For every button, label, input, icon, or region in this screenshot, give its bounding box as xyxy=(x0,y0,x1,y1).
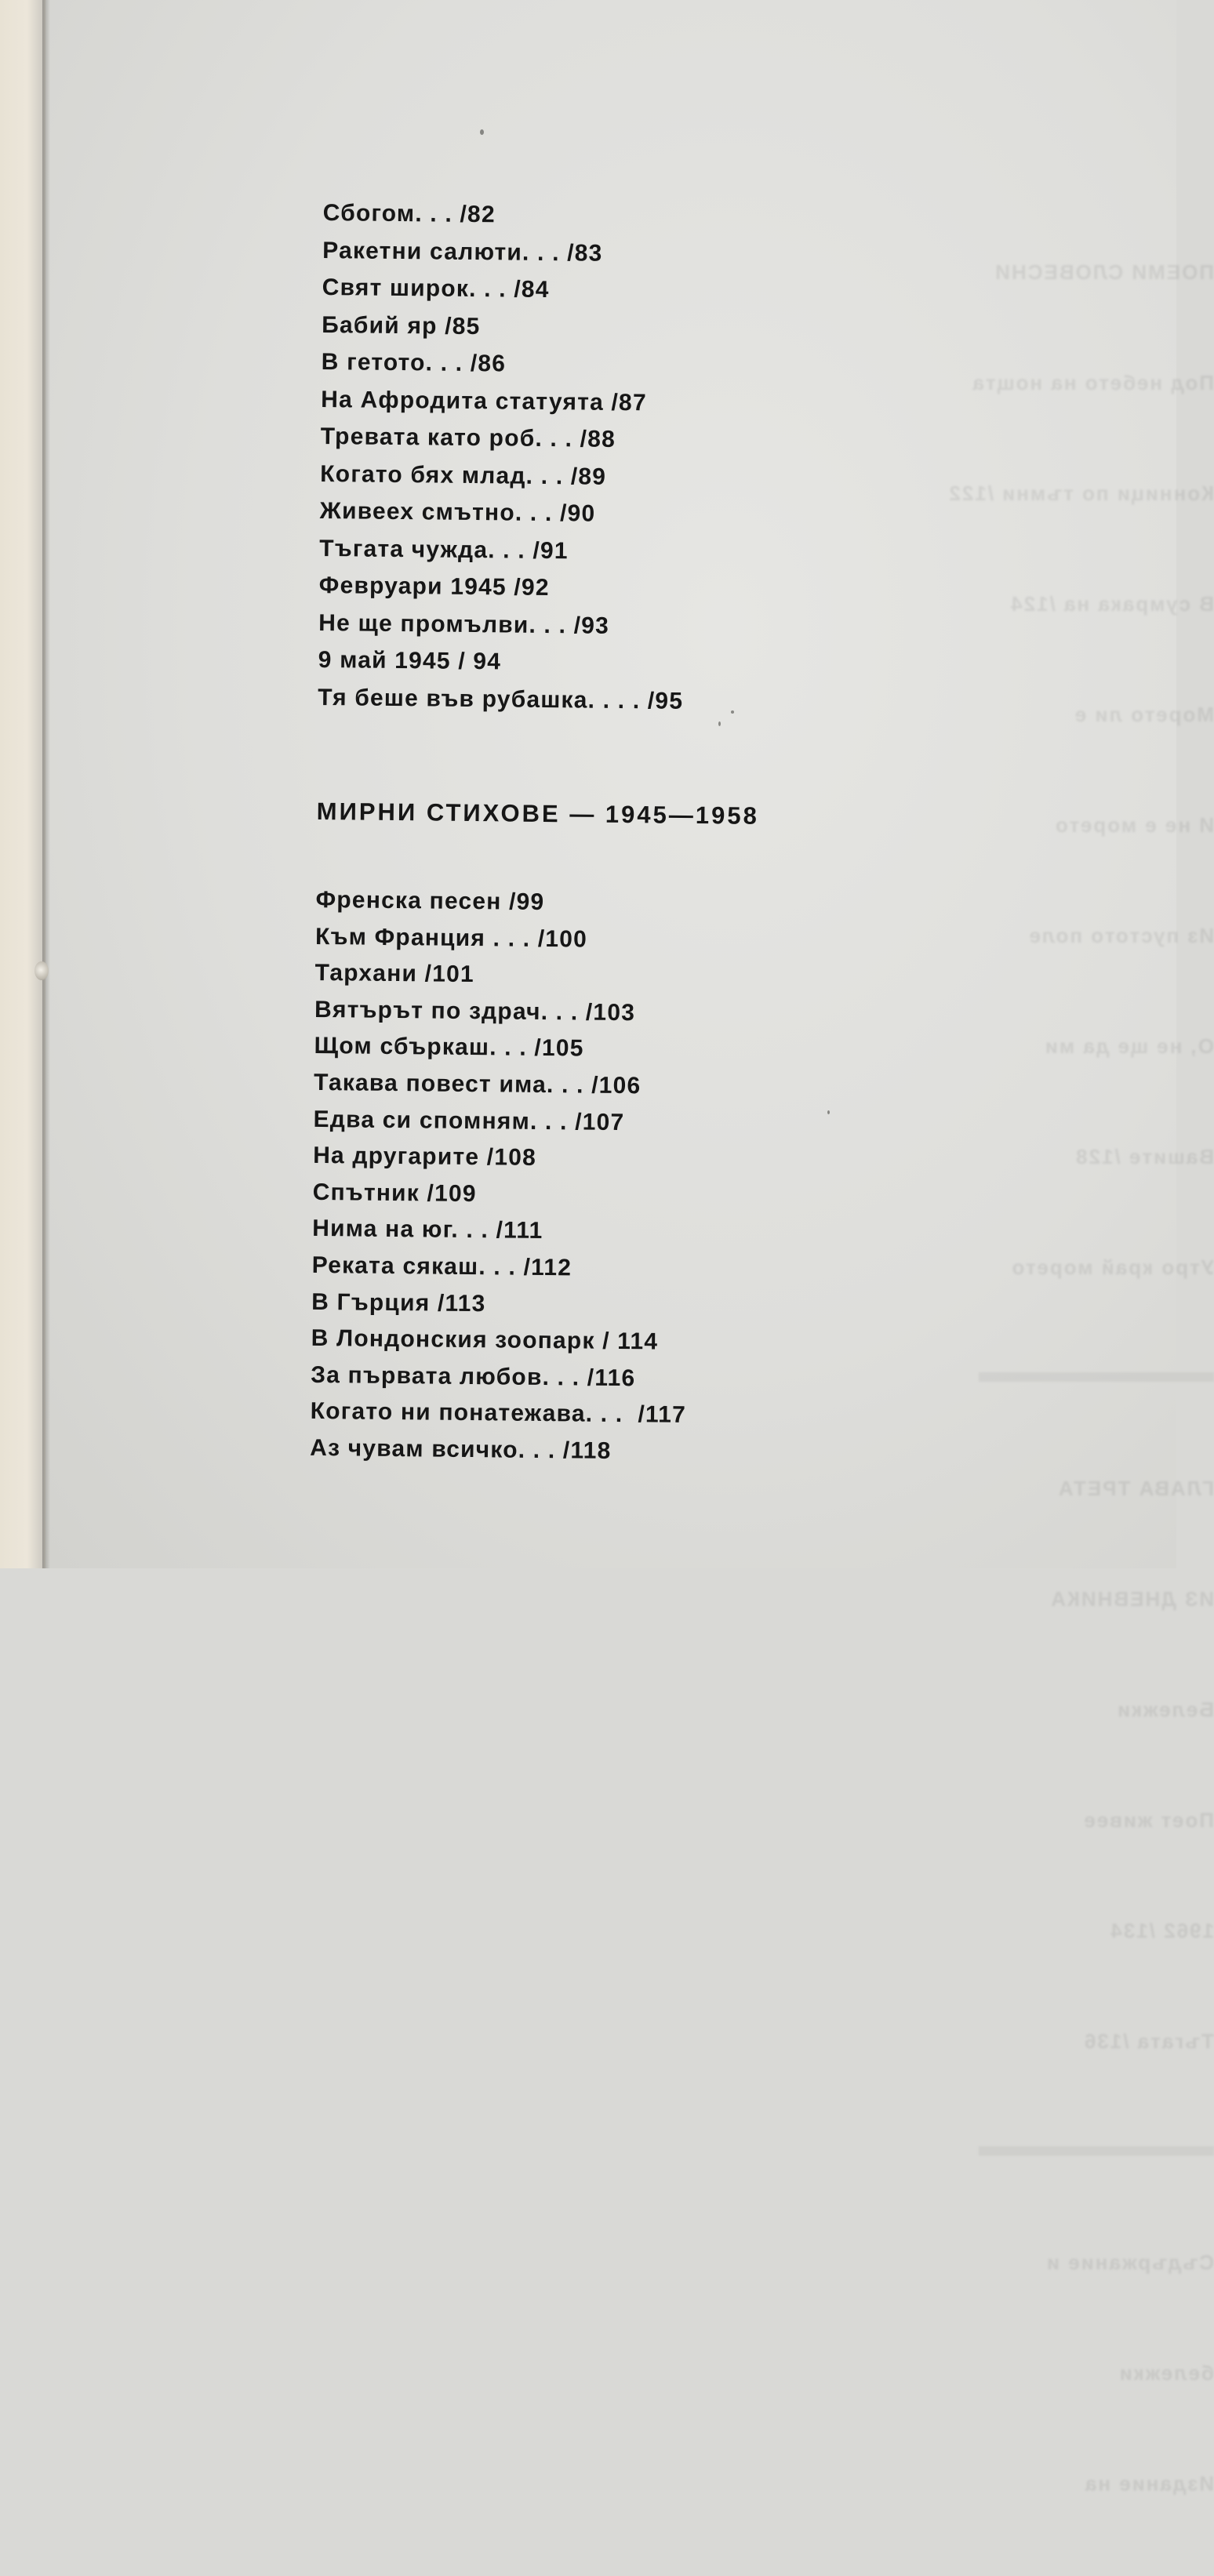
toc-entry: За първата любов. . . /116 xyxy=(311,1361,636,1391)
toc-entry: Тархани /101 xyxy=(314,960,475,988)
toc-entry: Сбогом. . . /82 xyxy=(322,199,496,228)
toc-entry: Не ще промълви. . . /93 xyxy=(318,609,610,639)
toc-entry: Спътник /109 xyxy=(312,1179,477,1207)
toc-entry: Към Франция . . . /100 xyxy=(314,923,588,953)
toc-entry: Живеех смътно. . . /90 xyxy=(319,497,596,527)
toc-entry: Свят широк. . . /84 xyxy=(322,274,550,303)
toc-entry: 9 май 1945 / 94 xyxy=(318,646,502,675)
toc-entry: Когато бях млад. . . /89 xyxy=(320,460,607,490)
binding-stitch xyxy=(35,961,49,980)
toc-entry: Тя беше във рубашка. . . . /95 xyxy=(318,684,684,714)
toc-entry: Тъгата чужда. . . /91 xyxy=(319,535,569,564)
previous-page-edge xyxy=(0,0,45,1568)
toc-list-part2 xyxy=(310,882,1100,1475)
toc-entry: В Лондонския зоопарк / 114 xyxy=(311,1325,659,1355)
toc-entry: Едва си спомням. . . /107 xyxy=(313,1106,625,1135)
toc-entry: Ракетни салюти. . . /83 xyxy=(322,237,603,267)
toc-entry: В Гърция /113 xyxy=(311,1288,486,1317)
toc-entry: Бабий яр /85 xyxy=(322,311,481,340)
toc-entry: Такава повест има. . . /106 xyxy=(313,1069,642,1099)
toc-entry: Нима на юг. . . /111 xyxy=(312,1215,543,1244)
toc-entry: Вятърът по здрач. . . /103 xyxy=(314,996,636,1026)
toc-entry: В гетото. . . /86 xyxy=(321,348,507,377)
gutter-shadow xyxy=(42,0,50,1568)
toc-entry: Тревата като роб. . . /88 xyxy=(320,423,616,452)
toc-entry: Февруари 1945 /92 xyxy=(318,572,550,601)
toc-entry: Френска песен /99 xyxy=(315,886,545,916)
section-heading: МИРНИ СТИХОВЕ — 1945—1958 xyxy=(316,797,760,830)
toc-entry: Щом сбъркаш. . . /105 xyxy=(314,1033,584,1062)
toc-entry: На другарите /108 xyxy=(312,1143,537,1172)
toc-entry: Реката сякаш. . . /112 xyxy=(311,1252,572,1281)
toc-entry: Когато ни понатежава. . . /117 xyxy=(310,1398,687,1429)
paper-speck xyxy=(480,129,484,135)
show-through-text: ПОЕМИ СЛОВЕСНИ Под небето на нощта Конници по тъмни /122 В сумрака на /124 Морето ли е И не е морето Из пустото поле О, не ще да ми Вашите /128 Утро край морето ГЛАВА ТРЕТА ИЗ ДНЕВНИКА Бележки Поет живее 1962 /134 Тъгата /136 Съдържание и бележки Издание на xyxy=(947,260,1214,2495)
toc-entry: Аз чувам всичко. . . /118 xyxy=(310,1434,612,1464)
table-of-contents xyxy=(310,194,1107,1475)
toc-entry: На Афродита статуята /87 xyxy=(321,386,647,416)
toc-list-part1 xyxy=(318,194,1107,724)
